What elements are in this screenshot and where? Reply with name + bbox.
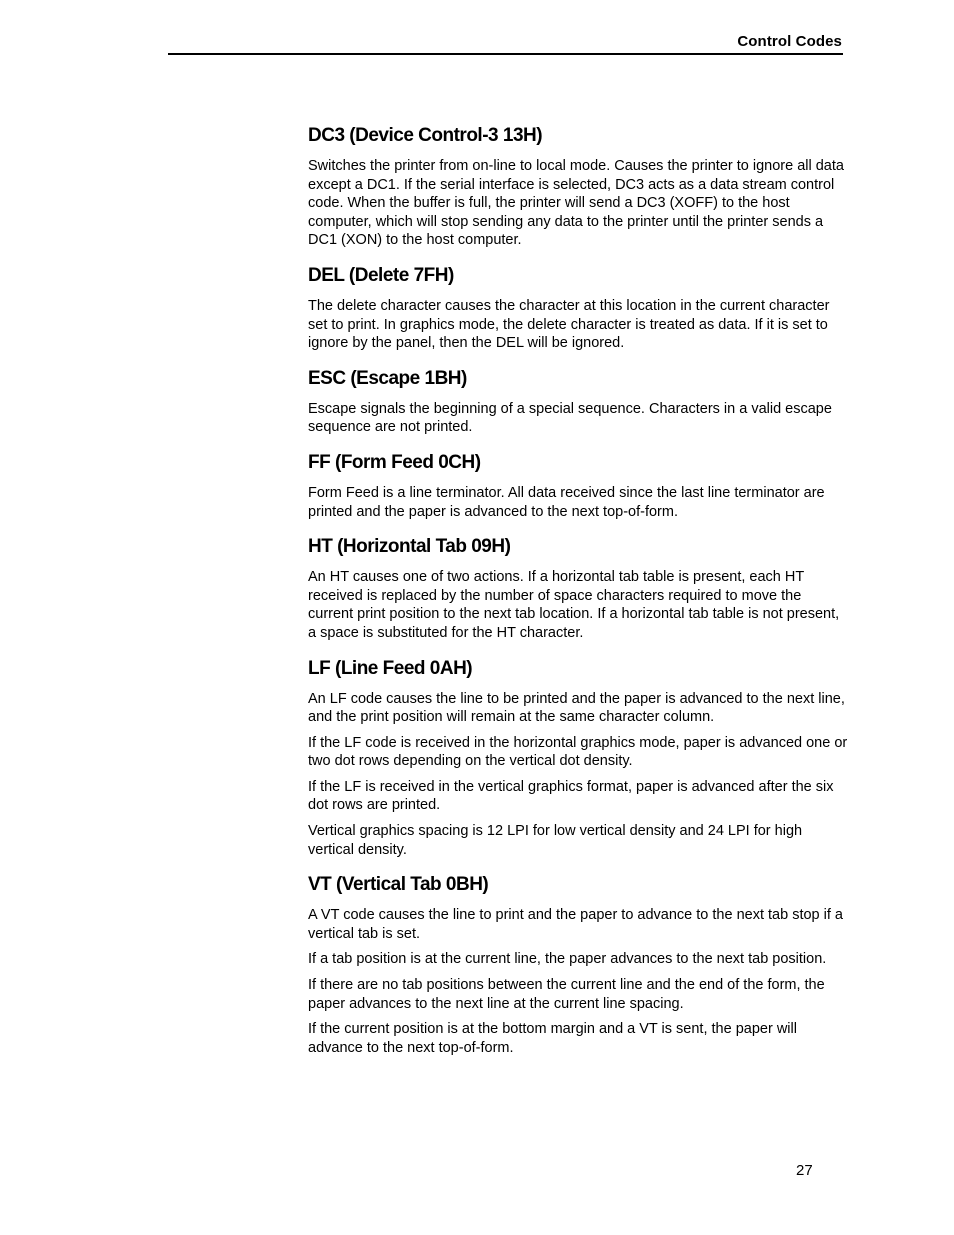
- paragraph: Escape signals the beginning of a special sequence. Characters in a valid escape sequence are not printed.: [308, 400, 832, 436]
- document-body: [308, 124, 848, 1071]
- section-esc: [308, 367, 848, 437]
- page-number: 27: [796, 1162, 813, 1179]
- paragraph: The delete character causes the character at this location in the current character set to print. In graphics mode, the delete character is treated as data. If it is set to ignore by the panel, then the DEL will be ignored.: [308, 297, 830, 352]
- paragraph: Vertical graphics spacing is 12 LPI for low vertical density and 24 LPI for high vertical density.: [308, 823, 803, 858]
- section-heading: VT (Vertical Tab 0BH): [308, 874, 489, 896]
- header-title: Control Codes: [737, 33, 842, 50]
- paragraph: A VT code causes the line to print and the paper to advance to the next tab stop if a vertical tab is set.: [308, 907, 843, 942]
- paragraph: If the LF code is received in the horizontal graphics mode, paper is advanced one or two dot rows depending on the vertical dot density.: [308, 734, 848, 770]
- paragraph: Switches the printer from on-line to local mode. Causes the printer to ignore all data except a DC1. If the serial interface is selected, DC3 acts as a data stream control code. When the buffer is full, the printer will send a DC3 (XOFF) to the host computer, which will stop sending any data to the printer until the printer sends a DC1 (XON) to the host computer.: [308, 158, 844, 249]
- section-lf: [308, 657, 848, 860]
- section-heading: HT (Horizontal Tab 09H): [308, 536, 511, 558]
- section-heading: DEL (Delete 7FH): [308, 264, 454, 286]
- section-vt: [308, 873, 848, 1057]
- section-heading: FF (Form Feed 0CH): [308, 451, 481, 473]
- running-header: [168, 31, 843, 55]
- paragraph: If there are no tab positions between the current line and the end of the form, the paper advances to the next line at the current line spacing.: [308, 977, 825, 1012]
- section-del: [308, 264, 848, 353]
- paragraph: If a tab position is at the current line, the paper advances to the next tab position.: [308, 951, 827, 968]
- paragraph: If the LF is received in the vertical graphics format, paper is advanced after the six dot rows are printed.: [308, 778, 834, 814]
- section-ht: [308, 535, 848, 642]
- paragraph: An LF code causes the line to be printed and the paper is advanced to the next line, and the print position will remain at the same character column.: [308, 690, 845, 726]
- paragraph: An HT causes one of two actions. If a horizontal tab table is present, each HT received is replaced by the number of space characters required to move the current print position to the next tab location. If a horizontal tab table is not present, a space is substituted for the HT character.: [308, 569, 840, 641]
- section-ff: [308, 451, 848, 521]
- section-heading: ESC (Escape 1BH): [308, 367, 467, 389]
- section-heading: DC3 (Device Control-3 13H): [308, 125, 543, 146]
- paragraph: Form Feed is a line terminator. All data received since the last line terminator are printed and the paper is advanced to the next top-of-form.: [308, 484, 825, 520]
- section-heading: LF (Line Feed 0AH): [308, 657, 473, 679]
- section-dc3: [308, 124, 848, 250]
- paragraph: If the current position is at the bottom margin and a VT is sent, the paper will advance to the next top-of-form.: [308, 1021, 797, 1056]
